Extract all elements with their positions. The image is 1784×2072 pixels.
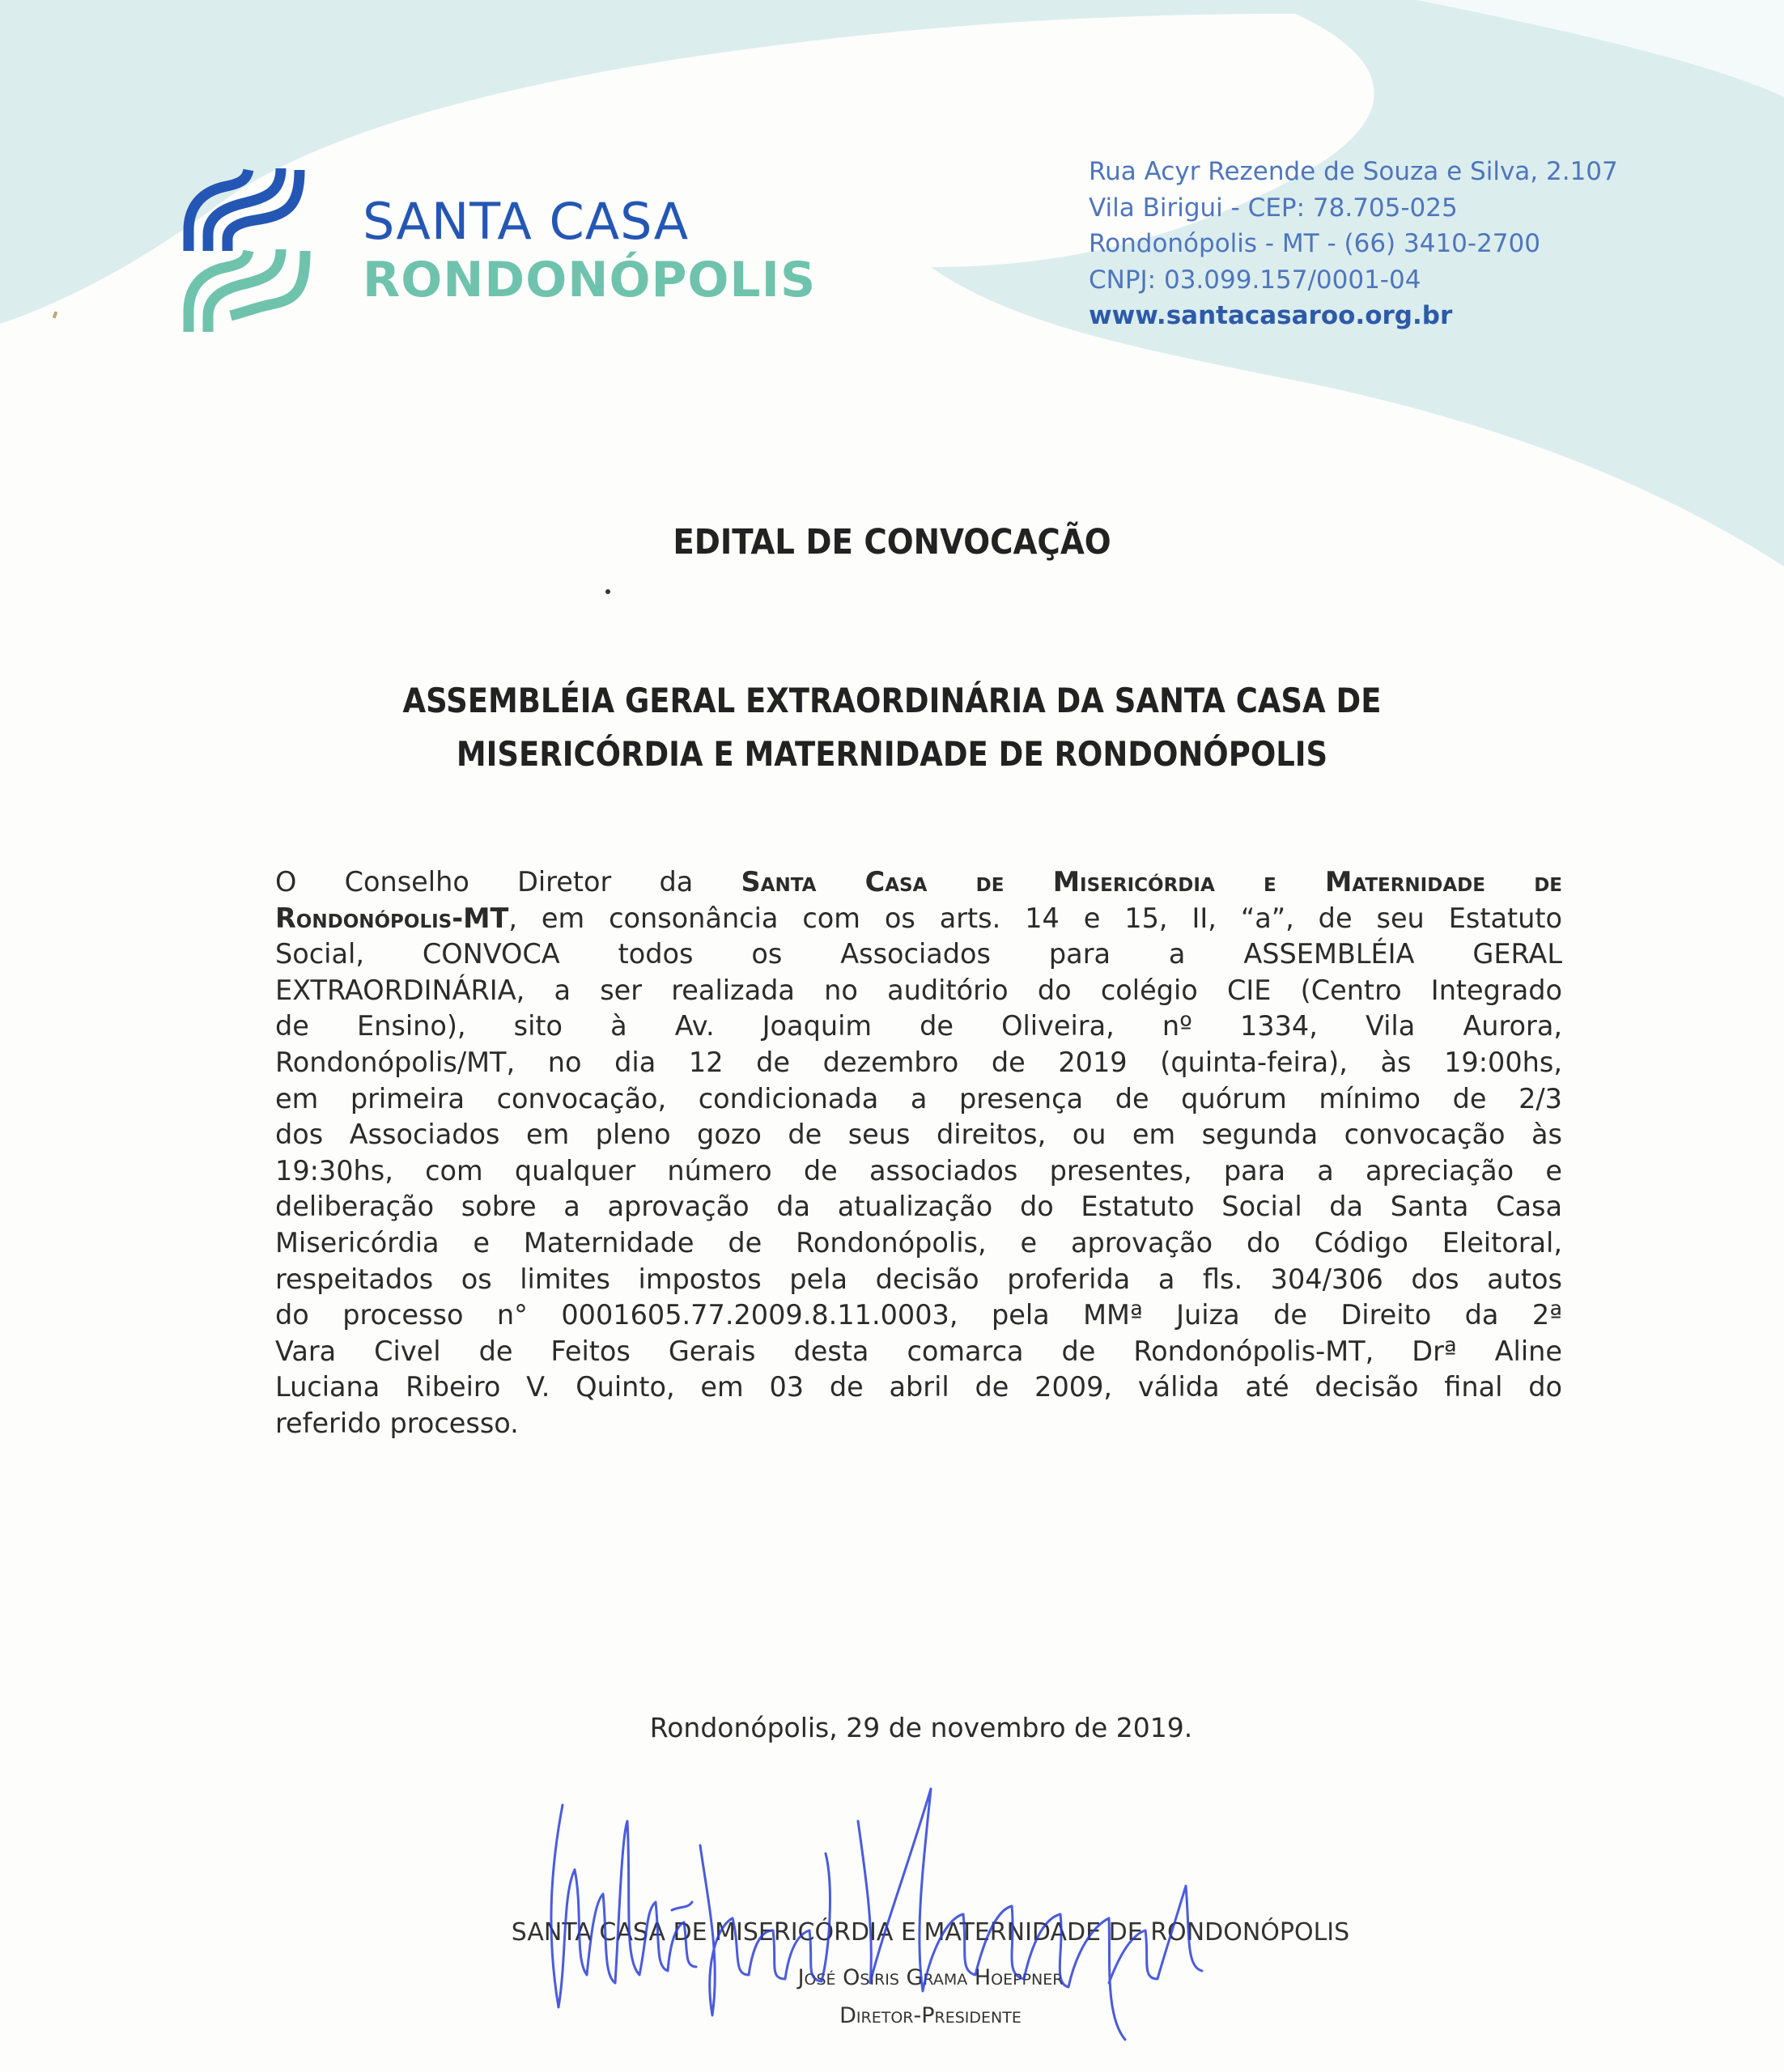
subtitle-line: ASSEMBLÉIA GERAL EXTRAORDINÁRIA DA SANTA CASA DE (402, 681, 1382, 720)
santa-casa-logo-icon (174, 162, 328, 332)
body-line: Misericórdia e Maternidade de Rondonópolis, e aprovação do Código Eleitoral, (275, 1226, 1562, 1259)
body-line: dos Associados em pleno gozo de seus direitos, ou em segunda convocação às (275, 1119, 1562, 1151)
body-line (275, 901, 1562, 937)
signature-stroke (672, 1902, 692, 1910)
body-line: Vara Civel de Feitos Gerais desta comarca de Rondonópolis-MT, Drª Aline (275, 1335, 1562, 1367)
logo-line-rondonopolis: RONDONÓPOLIS (363, 252, 817, 308)
body-line: EXTRAORDINÁRIA, a ser realizada no auditório do colégio CIE (Centro Integrado (275, 974, 1562, 1006)
body-line: do processo n° 0001605.77.2009.8.11.0003, pela MMª Juiza de Direito da 2ª (275, 1299, 1562, 1331)
body-line: Social, CONVOCA todos os Associados para a ASSEMBLÉIA GERAL (275, 938, 1562, 970)
website-link[interactable]: www.santacasaroo.org.br (1089, 301, 1453, 330)
address-city-phone: Rondonópolis - MT - (66) 3410-2700 (1089, 229, 1540, 258)
scan-dot (605, 589, 610, 594)
body-line: Rondonópolis/MT, no dia 12 de dezembro de 2019 (quinta-feira), às 19:00hs, (275, 1046, 1562, 1078)
signature-organization: SANTA CASA DE MISERICÓRDIA E MATERNIDADE DE RONDONÓPOLIS (511, 1918, 1350, 1947)
signature-stroke (858, 1789, 1125, 2040)
body-line: referido processo. (275, 1407, 519, 1439)
handwritten-signature (526, 1773, 1303, 2048)
body-paragraph (275, 864, 1562, 1442)
body-text-span: O Conselho Diretor da (275, 866, 741, 898)
letterhead-address (1089, 154, 1618, 334)
organization-name-bold: Rondonópolis-MT (275, 902, 509, 934)
logo-line-santa-casa: SANTA CASA (363, 192, 690, 251)
signature-stroke (1109, 1886, 1202, 1983)
body-line: em primeira convocação, condicionada a presença de quórum mínimo de 2/3 (275, 1082, 1562, 1115)
body-line: deliberação sobre a aprovação da atualização do Estatuto Social da Santa Casa (275, 1191, 1562, 1223)
document-subtitle (0, 674, 1784, 781)
address-cnpj: CNPJ: 03.099.157/0001-04 (1089, 265, 1421, 295)
subtitle-line: MISERICÓRDIA E MATERNIDADE DE RONDONÓPOLIS (456, 734, 1328, 774)
address-district: Vila Birigui - CEP: 78.705-025 (1089, 193, 1458, 223)
body-line: respeitados os limites impostos pela decisão proferida a fls. 304/306 dos autos (275, 1263, 1562, 1295)
body-line: de Ensino), sito à Av. Joaquim de Oliveira, nº 1334, Vila Aurora, (275, 1010, 1562, 1042)
signatory-name: José Osiris Grama Hoeppner (797, 1965, 1064, 1990)
body-line: Luciana Ribeiro V. Quinto, em 03 de abril de 2009, válida até decisão final do (275, 1371, 1562, 1403)
document-title: EDITAL DE CONVOCAÇÃO (673, 522, 1111, 563)
body-line: 19:30hs, com qualquer número de associados presentes, para a apreciação e (275, 1154, 1562, 1187)
organization-name-bold: Santa Casa de Misericórdia e Maternidade de (741, 866, 1562, 898)
signature-stroke (700, 1845, 830, 2015)
signature-stroke (551, 1805, 696, 2007)
signatory-role: Diretor-Presidente (839, 2003, 1022, 2028)
body-line (275, 864, 1562, 901)
body-text-span: , em consonância com os arts. 14 e 15, II, “a”, de seu Estatuto (508, 902, 1562, 934)
logo-wordmark (363, 193, 816, 309)
date-line: Rondonópolis, 29 de novembro de 2019. (649, 1712, 1193, 1743)
address-street: Rua Acyr Rezende de Souza e Silva, 2.107 (1089, 157, 1618, 186)
